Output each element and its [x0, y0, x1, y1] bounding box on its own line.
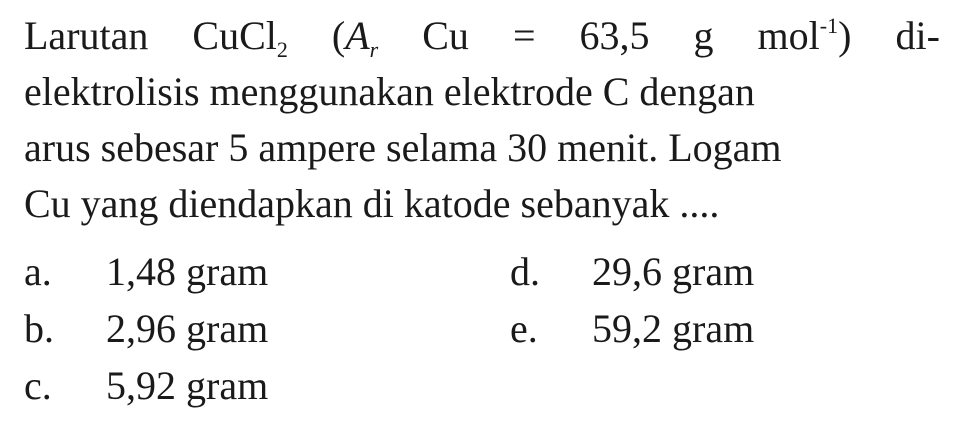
option-text: 1,48 gram — [106, 249, 269, 294]
option-c[interactable] — [24, 358, 268, 414]
option-letter: c. — [24, 363, 52, 408]
option-e[interactable] — [510, 301, 754, 357]
option-letter: e. — [510, 306, 538, 351]
option-text: 29,6 gram — [592, 249, 755, 294]
atomic-mass-value: 63,5 — [579, 13, 650, 58]
question-line-3: arus sebesar 5 ampere selama 30 menit. Logam — [24, 125, 782, 170]
unit-mol — [758, 8, 852, 64]
question-line-1 — [24, 8, 940, 64]
equals-sign: = — [512, 13, 536, 58]
question-line-4: Cu yang diendapkan di katode sebanyak .... — [24, 181, 720, 226]
option-d[interactable] — [510, 244, 754, 300]
option-letter: d. — [510, 249, 540, 294]
question-line-2: elektrolisis menggunakan elektrode C dengan — [24, 69, 755, 114]
unit-mol-text: mol — [757, 13, 820, 58]
option-b[interactable] — [24, 301, 268, 357]
formula-subscript: 2 — [276, 37, 288, 62]
option-text: 2,96 gram — [106, 306, 269, 351]
paren-open: ( — [331, 13, 346, 58]
unit-gram: g — [693, 13, 714, 58]
unit-exponent: -1 — [819, 13, 839, 38]
ar-subscript: r — [369, 37, 379, 62]
option-text: 5,92 gram — [106, 363, 269, 408]
option-letter: a. — [24, 249, 52, 294]
option-a[interactable] — [24, 244, 268, 300]
paren-close: ) — [838, 13, 852, 58]
question-text — [24, 8, 940, 232]
word-di: di- — [895, 13, 940, 58]
element-cu: Cu — [422, 13, 469, 58]
chemical-formula — [192, 8, 287, 64]
option-letter: b. — [24, 306, 54, 351]
option-text: 59,2 gram — [592, 306, 755, 351]
ar-symbol: A — [345, 13, 370, 58]
word-larutan: Larutan — [24, 13, 149, 58]
formula-main: CuCl — [192, 13, 277, 58]
atomic-mass-symbol — [332, 8, 378, 64]
